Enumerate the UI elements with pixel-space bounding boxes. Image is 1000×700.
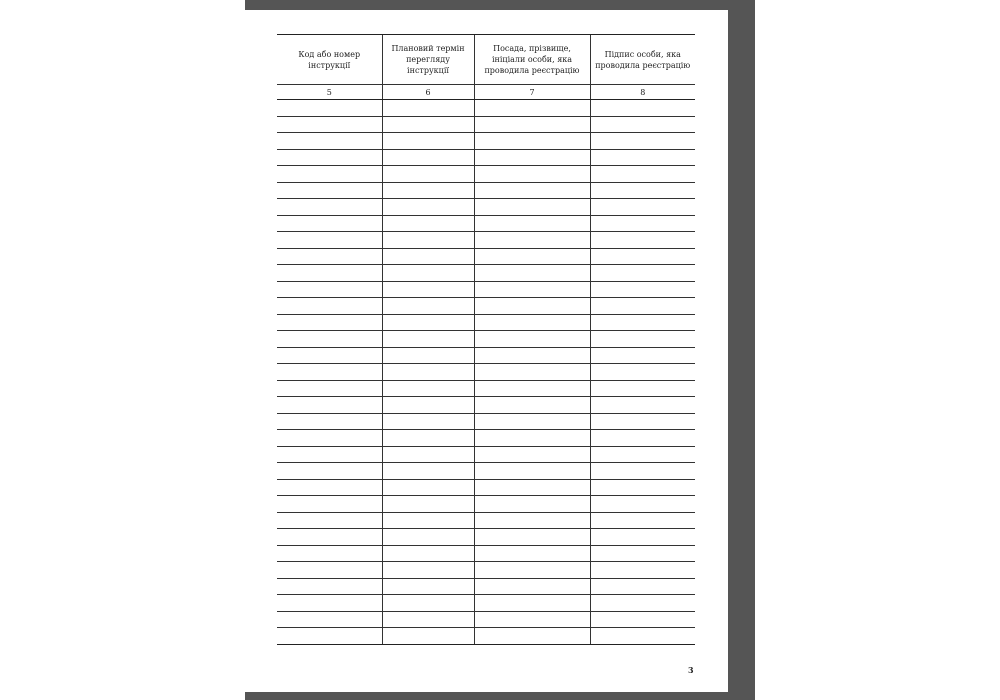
table-cell[interactable] [277, 331, 382, 348]
table-cell[interactable] [382, 496, 474, 513]
table-cell[interactable] [382, 298, 474, 315]
table-row [277, 512, 695, 529]
table-row [277, 100, 695, 117]
table-cell[interactable] [277, 463, 382, 480]
table-cell[interactable] [474, 100, 590, 117]
table-cell[interactable] [474, 628, 590, 645]
table-row [277, 578, 695, 595]
table-row [277, 166, 695, 183]
table-cell[interactable] [474, 331, 590, 348]
table-cell[interactable] [590, 413, 695, 430]
table-cell[interactable] [590, 545, 695, 562]
table-row [277, 397, 695, 414]
table-row [277, 413, 695, 430]
table-cell[interactable] [474, 595, 590, 612]
table-cell[interactable] [277, 248, 382, 265]
table-cell[interactable] [590, 133, 695, 150]
table-row [277, 463, 695, 480]
table-row [277, 595, 695, 612]
table-cell[interactable] [277, 595, 382, 612]
table-cell[interactable] [382, 364, 474, 381]
table-cell[interactable] [382, 380, 474, 397]
table-row [277, 380, 695, 397]
table-cell[interactable] [382, 182, 474, 199]
table-cell[interactable] [382, 628, 474, 645]
table-cell[interactable] [277, 413, 382, 430]
table-row [277, 265, 695, 282]
table-cell[interactable] [590, 529, 695, 546]
table-cell[interactable] [590, 479, 695, 496]
table-row [277, 545, 695, 562]
table-cell[interactable] [382, 512, 474, 529]
table-cell[interactable] [590, 265, 695, 282]
table-row [277, 611, 695, 628]
header-instruction-code: Код або номер інструкції [277, 35, 382, 85]
table-cell[interactable] [590, 314, 695, 331]
table-cell[interactable] [474, 545, 590, 562]
table-cell[interactable] [277, 199, 382, 216]
table-cell[interactable] [590, 628, 695, 645]
table-cell[interactable] [590, 116, 695, 133]
header-registrar-signature: Підпис особи, яка проводила реєстрацію [590, 35, 695, 85]
table-cell[interactable] [590, 298, 695, 315]
table-cell[interactable] [590, 496, 695, 513]
table-cell[interactable] [277, 611, 382, 628]
table-cell[interactable] [590, 199, 695, 216]
table-cell[interactable] [474, 182, 590, 199]
table-cell[interactable] [382, 133, 474, 150]
table-cell[interactable] [474, 430, 590, 447]
table-cell[interactable] [474, 611, 590, 628]
table-row [277, 133, 695, 150]
table-cell[interactable] [277, 446, 382, 463]
table-cell[interactable] [590, 149, 695, 166]
table-cell[interactable] [474, 380, 590, 397]
column-number: 7 [474, 85, 590, 100]
table-cell[interactable] [382, 347, 474, 364]
page-number: 3 [688, 665, 694, 675]
table-cell[interactable] [590, 446, 695, 463]
table-row [277, 331, 695, 348]
table-cell[interactable] [277, 314, 382, 331]
table-cell[interactable] [474, 496, 590, 513]
table-cell[interactable] [474, 446, 590, 463]
table-cell[interactable] [277, 479, 382, 496]
table-cell[interactable] [382, 199, 474, 216]
column-number: 8 [590, 85, 695, 100]
table-row [277, 182, 695, 199]
table-cell[interactable] [382, 463, 474, 480]
table-header-row [277, 35, 695, 85]
table-cell[interactable] [474, 512, 590, 529]
table-cell[interactable] [590, 430, 695, 447]
table-cell[interactable] [474, 133, 590, 150]
table-cell[interactable] [474, 529, 590, 546]
table-cell[interactable] [277, 116, 382, 133]
table-cell[interactable] [277, 397, 382, 414]
table-row [277, 479, 695, 496]
table-cell[interactable] [474, 347, 590, 364]
table-cell[interactable] [277, 496, 382, 513]
table-cell[interactable] [277, 281, 382, 298]
table-cell[interactable] [474, 298, 590, 315]
table-cell[interactable] [277, 232, 382, 249]
header-review-date: Плановий термін перегляду інструкції [382, 35, 474, 85]
table-cell[interactable] [590, 166, 695, 183]
table-cell[interactable] [382, 595, 474, 612]
table-cell[interactable] [590, 232, 695, 249]
table-cell[interactable] [382, 578, 474, 595]
table-cell[interactable] [382, 413, 474, 430]
table-cell[interactable] [474, 232, 590, 249]
table-cell[interactable] [382, 166, 474, 183]
table-cell[interactable] [590, 611, 695, 628]
table-row [277, 199, 695, 216]
table-cell[interactable] [277, 100, 382, 117]
table-cell[interactable] [474, 413, 590, 430]
table-cell[interactable] [277, 380, 382, 397]
table-cell[interactable] [277, 347, 382, 364]
table-row [277, 314, 695, 331]
column-number-row [277, 85, 695, 100]
table-cell[interactable] [590, 331, 695, 348]
table-cell[interactable] [277, 512, 382, 529]
header-registrar-name: Посада, прізвище, ініціали особи, яка проводила реєстрацію [474, 35, 590, 85]
table-row [277, 430, 695, 447]
table-cell[interactable] [277, 562, 382, 579]
table-cell[interactable] [382, 331, 474, 348]
table-cell[interactable] [382, 397, 474, 414]
table-cell[interactable] [382, 232, 474, 249]
table-cell[interactable] [590, 215, 695, 232]
table-cell[interactable] [474, 265, 590, 282]
table-cell[interactable] [474, 364, 590, 381]
table-row [277, 116, 695, 133]
table-cell[interactable] [382, 562, 474, 579]
table-row [277, 149, 695, 166]
table-cell[interactable] [590, 248, 695, 265]
table-cell[interactable] [474, 248, 590, 265]
table-cell[interactable] [474, 562, 590, 579]
table-cell[interactable] [474, 166, 590, 183]
table-cell[interactable] [382, 265, 474, 282]
table-cell[interactable] [474, 397, 590, 414]
table-cell[interactable] [277, 133, 382, 150]
table-row [277, 232, 695, 249]
table-cell[interactable] [590, 182, 695, 199]
table-cell[interactable] [382, 149, 474, 166]
table-cell[interactable] [382, 446, 474, 463]
table-cell[interactable] [474, 479, 590, 496]
table-cell[interactable] [382, 100, 474, 117]
table-cell[interactable] [277, 166, 382, 183]
table-cell[interactable] [590, 463, 695, 480]
table-cell[interactable] [474, 116, 590, 133]
table-cell[interactable] [474, 199, 590, 216]
table-cell[interactable] [590, 397, 695, 414]
table-cell[interactable] [382, 248, 474, 265]
table-cell[interactable] [277, 545, 382, 562]
table-cell[interactable] [277, 529, 382, 546]
table-cell[interactable] [382, 611, 474, 628]
table-row [277, 347, 695, 364]
table-row [277, 446, 695, 463]
column-number: 6 [382, 85, 474, 100]
table-row [277, 562, 695, 579]
table-cell[interactable] [590, 281, 695, 298]
table-cell[interactable] [590, 562, 695, 579]
column-number: 5 [277, 85, 382, 100]
table-cell[interactable] [590, 380, 695, 397]
registration-table [277, 34, 695, 645]
table-row [277, 364, 695, 381]
table-cell[interactable] [277, 149, 382, 166]
table-cell[interactable] [277, 628, 382, 645]
table-row [277, 628, 695, 645]
table-cell[interactable] [474, 281, 590, 298]
table-row [277, 298, 695, 315]
table-cell[interactable] [382, 281, 474, 298]
table-cell[interactable] [474, 314, 590, 331]
table-cell[interactable] [474, 149, 590, 166]
table-row [277, 215, 695, 232]
table-cell[interactable] [474, 463, 590, 480]
table-cell[interactable] [382, 430, 474, 447]
table-cell[interactable] [590, 512, 695, 529]
table-cell[interactable] [382, 545, 474, 562]
table-cell[interactable] [382, 529, 474, 546]
table-cell[interactable] [277, 298, 382, 315]
table-cell[interactable] [590, 100, 695, 117]
table-cell[interactable] [590, 595, 695, 612]
table-cell[interactable] [382, 116, 474, 133]
table-cell[interactable] [590, 578, 695, 595]
table-cell[interactable] [474, 215, 590, 232]
table-cell[interactable] [382, 314, 474, 331]
document-page [245, 10, 728, 692]
table-cell[interactable] [590, 364, 695, 381]
table-cell[interactable] [474, 578, 590, 595]
table-row [277, 529, 695, 546]
table-cell[interactable] [382, 215, 474, 232]
table-row [277, 248, 695, 265]
table-cell[interactable] [277, 265, 382, 282]
table-cell[interactable] [277, 215, 382, 232]
table-cell[interactable] [277, 182, 382, 199]
table-cell[interactable] [277, 364, 382, 381]
table-cell[interactable] [590, 347, 695, 364]
table-row [277, 281, 695, 298]
table-cell[interactable] [277, 430, 382, 447]
table-cell[interactable] [277, 578, 382, 595]
table-row [277, 496, 695, 513]
table-cell[interactable] [382, 479, 474, 496]
